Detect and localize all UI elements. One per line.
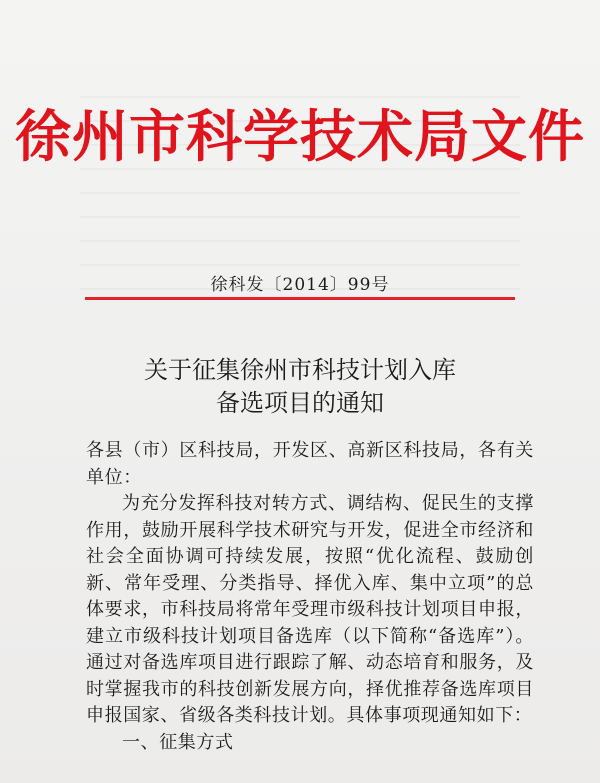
red-separator-line — [85, 297, 515, 300]
notice-title-line-2: 备选项目的通知 — [216, 389, 384, 417]
notice-body — [86, 438, 534, 756]
body-paragraph: 为充分发挥科技对转方式、调结构、促民生的支撑作用，鼓励开展科学技术研究与开发，促进全市经济和社会全面协调可持续发展，按照“优化流程、鼓励创新、常年受理、分类指导、择优入库、集中立项”的总体要求，市科技局将常年受理市级科技计划项目申报，建立市级科技计划项目备选库（以下简称“备选库”）。通过对备选库项目进行跟踪了解、动态培育和服务，及时掌握我市的科技创新发展方向，择优推荐备选库项目申报国家、省级各类科技计划。具体事项现通知如下： — [86, 493, 534, 726]
notice-title-line-1: 关于征集徐州市科技计划入库 — [144, 356, 456, 384]
section-heading: 一、征集方式 — [122, 731, 234, 753]
issuer-header-title: 徐州市科学技术局文件 — [15, 105, 585, 170]
addressee-line: 各县（市）区科技局，开发区、高新区科技局，各有关单位： — [86, 440, 534, 488]
document-number: 徐科发〔2014〕99号 — [210, 275, 390, 295]
notice-title — [0, 354, 600, 420]
